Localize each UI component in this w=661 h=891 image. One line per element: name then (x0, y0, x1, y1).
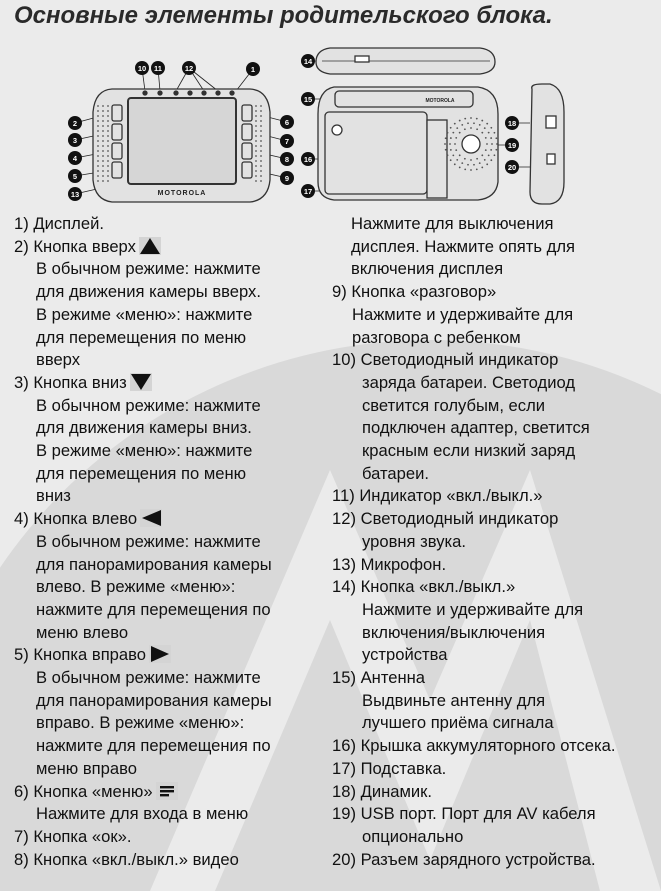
item-description-line: Нажмите и удерживайте для (352, 304, 574, 324)
item-description-line: вниз (36, 486, 71, 506)
callout-number: 15 (303, 95, 313, 104)
item-heading: 6) Кнопка «меню» (14, 781, 153, 801)
list-item (14, 644, 332, 780)
callout-number: 7 (284, 137, 290, 146)
item-description-line: для перемещения по меню (36, 327, 247, 347)
right-triangle-icon (149, 645, 171, 663)
item-heading: 19) USB порт. Порт для AV кабеля (332, 804, 596, 824)
item-heading: 18) Динамик. (332, 781, 433, 801)
parent-unit-diagram (0, 42, 661, 212)
list-item (332, 554, 661, 577)
item-description-line: разговора с ребенком (352, 327, 521, 347)
item-description-line: В обычном режиме: нажмите (36, 259, 261, 279)
page-title: Основные элементы родительского блока. (14, 2, 553, 29)
item-heading: 10) Светодиодный индикатор (332, 350, 559, 370)
item-description-line: нажмите для перемещения по (36, 599, 271, 619)
item-description-line: меню влево (36, 622, 129, 642)
item-heading: 4) Кнопка влево (14, 509, 138, 529)
item-description-line: В обычном режиме: нажмите (36, 668, 261, 688)
item-description-line: В обычном режиме: нажмите (36, 531, 261, 551)
list-item (14, 372, 332, 508)
list-item (14, 213, 332, 236)
item-description-line: подключен адаптер, светится (362, 418, 590, 438)
item-description-line: вправо. В режиме «меню»: (36, 713, 245, 733)
item-description-line: дисплея. Нажмите опять для (351, 236, 575, 256)
item-heading: 16) Крышка аккумуляторного отсека. (332, 736, 616, 756)
callout-number: 18 (507, 119, 517, 128)
item-description-line: заряда батареи. Светодиод (362, 372, 576, 392)
item-heading: 15) Антенна (332, 668, 426, 688)
item-description-line: уровня звука. (362, 531, 466, 551)
menu-lines-icon (156, 782, 178, 800)
item-description-line: лучшего приёма сигнала (362, 713, 554, 733)
item-heading: 1) Дисплей. (14, 214, 104, 233)
callout-number: 9 (284, 174, 290, 183)
front-view (93, 89, 270, 202)
item-description-line: для перемещения по меню (36, 463, 247, 483)
list-item (332, 781, 661, 804)
callout-number: 20 (507, 163, 517, 172)
item-description-line: Нажмите для входа в меню (36, 804, 249, 824)
list-item (14, 236, 332, 372)
item-description-line: батареи. (362, 463, 429, 483)
top-view (316, 48, 495, 74)
list-item (332, 349, 661, 485)
item-description-line: В режиме «меню»: нажмите (36, 441, 253, 461)
left-column (14, 213, 332, 871)
item-heading: 7) Кнопка «ок». (14, 826, 132, 846)
list-item (332, 508, 661, 553)
item-description-line: для движения камеры вверх. (36, 282, 261, 302)
list-item (332, 485, 661, 508)
item-description-line: вверх (36, 350, 81, 370)
side-view (530, 84, 564, 204)
callout-number: 14 (303, 57, 313, 66)
item-description-line: Нажмите для выключения (351, 214, 554, 233)
up-triangle-icon (139, 237, 161, 255)
item-heading: 11) Индикатор «вкл./выкл.» (332, 486, 543, 506)
callout-number: 11 (154, 64, 162, 73)
item-heading: 14) Кнопка «вкл./выкл.» (332, 577, 516, 597)
list-item (14, 849, 332, 872)
item-heading: 12) Светодиодный индикатор (332, 509, 559, 529)
callout-number: 3 (72, 136, 78, 145)
item-description-line: для панорамирования камеры (36, 554, 272, 574)
callout-number: 4 (72, 154, 78, 163)
item-heading: 9) Кнопка «разговор» (332, 282, 497, 302)
list-item (332, 667, 661, 735)
item-description-line: Нажмите и удерживайте для (362, 599, 584, 619)
item-heading: 3) Кнопка вниз (14, 372, 127, 392)
callout-number: 2 (72, 119, 78, 128)
item-heading: 2) Кнопка вверх (14, 236, 136, 256)
list-item (332, 803, 661, 848)
item-description-line: опционально (362, 826, 464, 846)
item-description-line: включения дисплея (351, 259, 504, 279)
list-item (14, 826, 332, 849)
item-description-line: для движения камеры вниз. (36, 418, 252, 438)
list-item (14, 781, 332, 826)
callout-number: 19 (507, 141, 517, 150)
item-description-line: для панорамирования камеры (36, 690, 272, 710)
item-heading: 20) Разъем зарядного устройства. (332, 849, 596, 869)
callout-number: 12 (184, 64, 194, 73)
right-column (332, 213, 661, 871)
item-heading: 13) Микрофон. (332, 554, 447, 574)
list-item (14, 508, 332, 644)
item-description-line: светится голубым, если (362, 395, 546, 415)
item-description-line: включения/выключения (362, 622, 546, 642)
callout-number: 5 (72, 172, 78, 181)
item-description-line: влево. В режиме «меню»: (36, 577, 236, 597)
callout-number: 16 (303, 155, 313, 164)
down-triangle-icon (130, 373, 152, 391)
list-item (332, 576, 661, 667)
item-description-line: нажмите для перемещения по (36, 736, 271, 756)
item-description-line: В режиме «меню»: нажмите (36, 304, 253, 324)
item-heading: 5) Кнопка вправо (14, 645, 146, 665)
callout-number: 10 (137, 64, 147, 73)
left-triangle-icon (140, 509, 162, 527)
callout-number: 17 (303, 187, 313, 196)
device-brand-front: MOTOROLA (157, 190, 207, 197)
list-item (332, 735, 661, 758)
device-brand-back: MOTOROLA (425, 98, 455, 104)
list-item (332, 758, 661, 781)
back-view (318, 87, 498, 200)
item-description-line: красным если низкий заряд (362, 441, 576, 461)
item-heading: 17) Подставка. (332, 758, 447, 778)
list-item (332, 281, 661, 349)
item-description-line: Выдвиньте антенну для (362, 690, 546, 710)
item-heading: 8) Кнопка «вкл./выкл.» видео (14, 849, 239, 869)
callout-number: 1 (250, 65, 256, 74)
callout-number: 8 (284, 155, 290, 164)
item-description-line: устройства (362, 645, 448, 665)
list-item (332, 849, 661, 872)
item-description-line: В обычном режиме: нажмите (36, 395, 261, 415)
callout-number: 6 (284, 118, 290, 127)
item-description-line: меню вправо (36, 758, 137, 778)
callout-number: 13 (70, 190, 80, 199)
